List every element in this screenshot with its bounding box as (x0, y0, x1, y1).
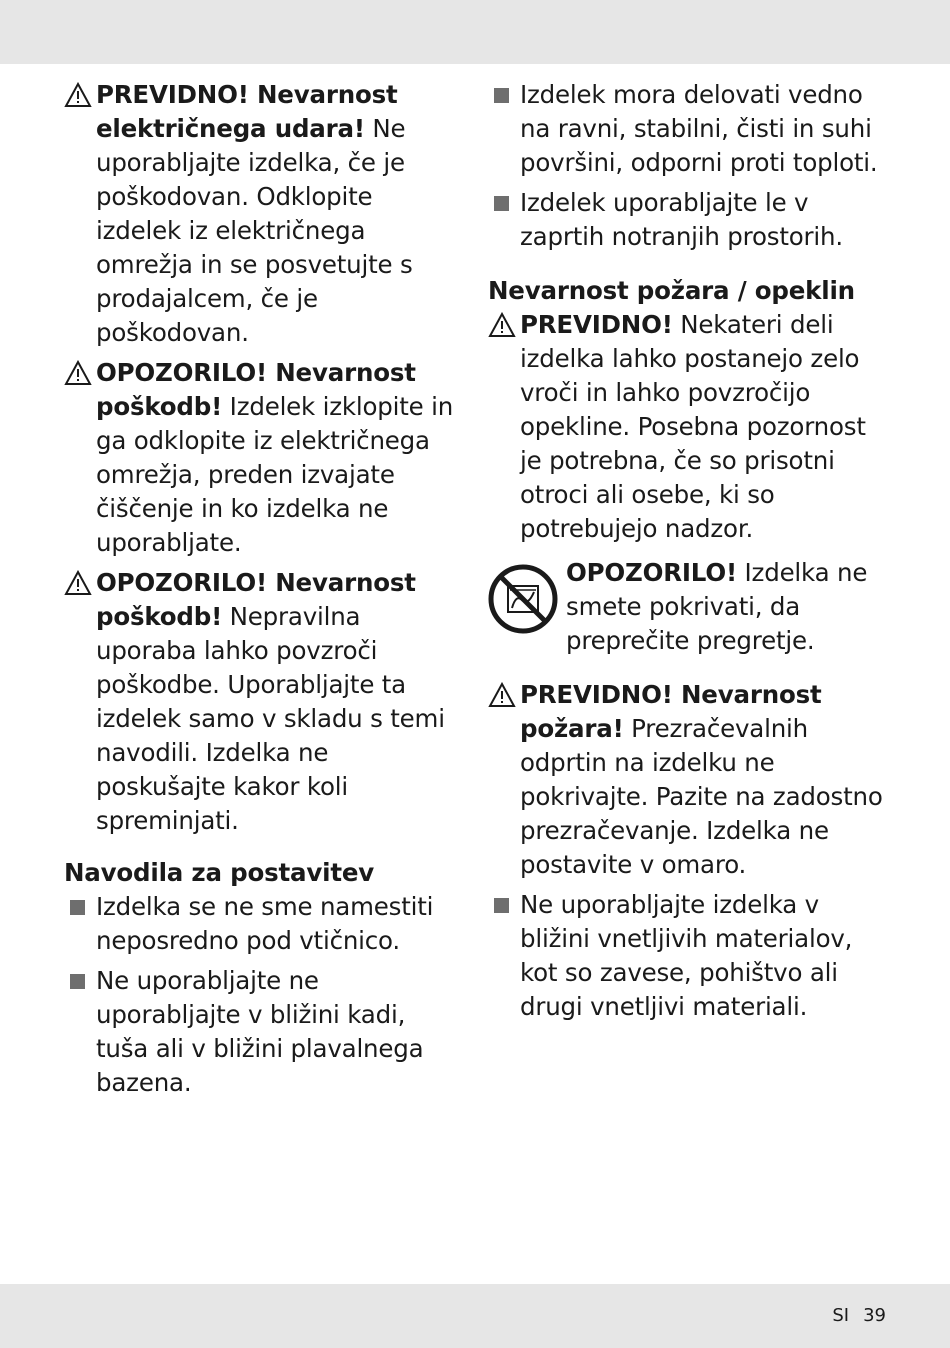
do-not-cover-warning (488, 556, 893, 658)
do-not-cover-icon (488, 564, 558, 634)
warning-triangle-icon (488, 312, 516, 338)
warning-injury-misuse (64, 566, 454, 838)
language-code: SI (832, 1305, 850, 1326)
footer-band (0, 1284, 950, 1348)
warning-title: PREVIDNO! (520, 310, 673, 339)
warning-text: Prezračevalnih odprtin na izdelku ne pokrivajte. Pazite na zadostno prezračevanje. Izdelka ne postavite v omaro. (520, 714, 883, 879)
page-number: 39 (863, 1305, 886, 1326)
warning-triangle-icon (64, 570, 92, 596)
bullet-item (488, 78, 893, 180)
warning-triangle-icon (64, 360, 92, 386)
warning-hot-parts (488, 308, 893, 546)
warning-text: Izdelek izklopite in ga odklopite iz električnega omrežja, preden izvajate čiščenje in ko izdelka ne uporabljate. (96, 392, 454, 557)
warning-title: OPOZORILO! Nevarnost poškodb! (96, 568, 416, 631)
warning-title: OPOZORILO! Nevarnost poškodb! (96, 358, 416, 421)
right-column (488, 78, 893, 1030)
warning-text: Ne uporabljajte izdelka, če je poškodovan. Odklopite izdelek iz električnega omrežja in se posvetujte s prodajalcem, če je poškodovan. (96, 114, 413, 347)
warning-triangle-icon (488, 682, 516, 708)
warning-fire (488, 678, 893, 882)
header-band (0, 0, 950, 64)
warning-text: Nepravilna uporaba lahko povzroči poškodbe. Uporabljajte ta izdelek samo v skladu s temi navodili. Izdelka ne poskušajte kakor koli spreminjati. (96, 602, 445, 835)
warning-triangle-icon (64, 82, 92, 108)
page-footer (832, 1305, 886, 1326)
left-column (64, 78, 454, 1106)
bullet-text: Ne uporabljajte izdelka v bližini vnetljivih materialov, kot so zavese, pohištvo ali drugi vnetljivi materiali. (520, 890, 853, 1021)
warning-title: PREVIDNO! Nevarnost požara! (520, 680, 822, 743)
warning-injury-cleaning (64, 356, 454, 560)
warning-title: OPOZORILO! (566, 558, 737, 587)
bullet-item (64, 890, 454, 958)
bullet-square-icon (494, 898, 509, 913)
bullet-square-icon (494, 88, 509, 103)
warning-title: PREVIDNO! Nevarnost električnega udara! (96, 80, 398, 143)
bullet-item (64, 964, 454, 1100)
bullet-text: Izdelka se ne sme namestiti neposredno pod vtičnico. (96, 892, 434, 955)
setup-heading: Navodila za postavitev (64, 858, 375, 887)
warning-text: Izdelka ne smete pokrivati, da preprečite pregretje. (566, 558, 868, 655)
bullet-item (488, 888, 893, 1024)
bullet-square-icon (70, 900, 85, 915)
fire-burn-heading: Nevarnost požara / opeklin (488, 276, 855, 305)
bullet-square-icon (494, 196, 509, 211)
warning-electric-shock (64, 78, 454, 350)
bullet-item (488, 186, 893, 254)
bullet-text: Izdelek mora delovati vedno na ravni, stabilni, čisti in suhi površini, odporni proti toploti. (520, 80, 878, 177)
warning-text: Nekateri deli izdelka lahko postanejo zelo vroči in lahko povzročijo opekline. Posebna pozornost je potrebna, če so prisotni otroci ali osebe, ki so potrebujejo nadzor. (520, 310, 866, 543)
bullet-text: Izdelek uporabljajte le v zaprtih notranjih prostorih. (520, 188, 843, 251)
bullet-square-icon (70, 974, 85, 989)
bullet-text: Ne uporabljajte ne uporabljajte v bližini kadi, tuša ali v bližini plavalnega bazena. (96, 966, 424, 1097)
